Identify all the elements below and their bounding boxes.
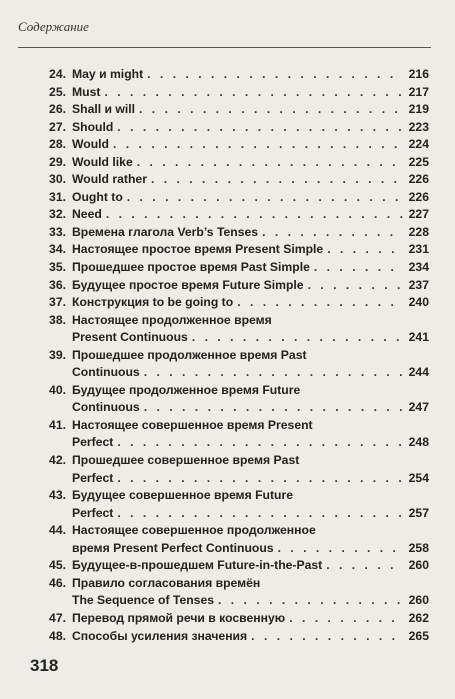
dot-leader (192, 329, 403, 347)
dot-leader (326, 557, 403, 575)
toc-entry-page: 254 (408, 470, 429, 485)
toc-entry-page: 226 (408, 189, 429, 204)
toc-entry-title: Would rather (72, 172, 147, 187)
dot-leader (151, 171, 403, 189)
toc-entry-title: Must (72, 84, 101, 99)
toc-entry (22, 417, 429, 452)
toc-entry (22, 277, 429, 295)
toc-entry-number: 30. (49, 172, 66, 187)
toc-entry (22, 241, 429, 259)
toc-entry-title: время Present Perfect Continuous (72, 540, 274, 555)
dot-leader (137, 154, 403, 172)
toc-entry-title: Прошедшее продолженное время Past (72, 347, 307, 362)
toc-entry-title: Would (72, 137, 110, 152)
toc-entry-page: 237 (408, 277, 429, 292)
toc-entry-title: Perfect (72, 470, 114, 485)
dot-leader (113, 136, 403, 154)
dot-leader (117, 434, 403, 452)
toc-entry-number: 25. (49, 84, 66, 99)
toc-entry (22, 347, 429, 382)
toc-entry-page: 240 (408, 295, 429, 310)
page-number: 318 (30, 656, 59, 675)
toc-entry (22, 452, 429, 487)
toc-entry-number: 34. (49, 242, 66, 257)
toc-entry-title: Будущее продолженное время Future (72, 382, 301, 397)
toc-entry (22, 522, 429, 557)
table-of-contents (22, 66, 429, 645)
dot-leader (144, 364, 403, 382)
dot-leader (251, 628, 403, 646)
toc-entry-title: Would like (72, 154, 133, 169)
toc-entry-page: 241 (408, 330, 429, 345)
toc-entry (22, 84, 429, 102)
toc-entry-number: 39. (49, 347, 66, 362)
toc-entry (22, 206, 429, 224)
toc-entry-number: 47. (49, 610, 66, 625)
toc-entry-number: 48. (49, 628, 66, 643)
dot-leader (314, 259, 403, 277)
toc-entry-page: 258 (408, 540, 429, 555)
toc-entry-number: 43. (49, 488, 66, 503)
toc-entry-page: 225 (408, 154, 429, 169)
toc-entry-page: 248 (408, 435, 429, 450)
dot-leader (117, 470, 403, 488)
toc-entry-title: Прошедшее простое время Past Simple (72, 260, 310, 275)
toc-entry (22, 171, 429, 189)
toc-entry-page: 247 (408, 400, 429, 415)
toc-entry-page: 216 (408, 67, 429, 81)
toc-entry (22, 101, 429, 119)
toc-entry-title: Будущее-в-прошедшем Future-in-the-Past (72, 558, 323, 573)
toc-entry-title: Времена глагола Verb’s Tenses (72, 224, 259, 239)
toc-entry-number: 35. (49, 260, 66, 275)
toc-entry (22, 487, 429, 522)
dot-leader (147, 66, 403, 84)
toc-entry-title: Правило согласования времён (72, 575, 261, 590)
toc-entry-number: 27. (49, 119, 66, 134)
toc-entry-title: Perfect (72, 505, 114, 520)
toc-entry-title: Continuous (72, 400, 140, 415)
toc-entry-page: 234 (408, 260, 429, 275)
dot-leader (104, 84, 403, 102)
toc-entry-page: 231 (408, 242, 429, 257)
toc-entry-number: 41. (49, 417, 66, 432)
toc-entry-number: 26. (49, 102, 66, 117)
toc-entry-page: 228 (408, 224, 429, 239)
dot-leader (218, 592, 403, 610)
dot-leader (308, 277, 403, 295)
toc-entry (22, 189, 429, 207)
toc-entry-title: The Sequence of Tenses (72, 593, 215, 608)
toc-entry-number: 40. (49, 382, 66, 397)
toc-entry-title: Shall и will (72, 102, 136, 117)
toc-entry-title: Need (72, 207, 102, 222)
toc-entry (22, 294, 429, 312)
toc-entry-title: Perfect (72, 435, 114, 450)
toc-entry-title: Прошедшее совершенное время Past (72, 453, 300, 468)
toc-entry-page: 217 (408, 84, 429, 99)
toc-entry (22, 259, 429, 277)
toc-entry-title: Настоящее совершенное продолженное (72, 523, 316, 538)
toc-entry (22, 557, 429, 575)
toc-entry-number: 33. (49, 224, 66, 239)
toc-entry-number: 37. (49, 295, 66, 310)
toc-entry-page: 265 (408, 628, 429, 643)
toc-entry-page: 223 (408, 119, 429, 134)
toc-entry (22, 224, 429, 242)
dot-leader (144, 399, 403, 417)
toc-entry-title: Present Continuous (72, 330, 188, 345)
toc-entry-title: May и might (72, 67, 144, 81)
toc-entry-page: 219 (408, 102, 429, 117)
toc-entry-title: Перевод прямой речи в косвенную (72, 610, 286, 625)
toc-entry (22, 312, 429, 347)
running-header: Содержание (18, 19, 89, 34)
toc-entry-title: Настоящее совершенное время Present (72, 417, 313, 432)
toc-entry-title: Конструкция to be going to (72, 295, 234, 310)
toc-entry-number: 28. (49, 137, 66, 152)
dot-leader (106, 206, 403, 224)
toc-entry-number: 36. (49, 277, 66, 292)
toc-entry-page: 226 (408, 172, 429, 187)
toc-entry-number: 31. (49, 189, 66, 204)
toc-entry-title: Continuous (72, 365, 140, 380)
dot-leader (289, 610, 403, 628)
toc-entry-page: 224 (408, 137, 429, 152)
toc-entry-number: 29. (49, 154, 66, 169)
dot-leader (127, 189, 403, 207)
dot-leader (278, 540, 403, 558)
toc-entry-number: 32. (49, 207, 66, 222)
toc-entry (22, 136, 429, 154)
dot-leader (139, 101, 403, 119)
dot-leader (262, 224, 403, 242)
toc-entry-title: Should (72, 119, 114, 134)
dot-leader (117, 505, 403, 523)
toc-entry-page: 257 (408, 505, 429, 520)
toc-entry-number: 45. (49, 558, 66, 573)
toc-entry-number: 44. (49, 523, 66, 538)
toc-entry (22, 66, 429, 84)
toc-entry (22, 575, 429, 610)
dot-leader (237, 294, 403, 312)
toc-entry-page: 260 (408, 558, 429, 573)
toc-entry-title: Будущее совершенное время Future (72, 488, 293, 503)
toc-entry-page: 244 (408, 365, 429, 380)
header-divider (18, 47, 431, 48)
toc-entry-title: Способы усиления значения (72, 628, 248, 643)
toc-entry-number: 24. (49, 67, 66, 81)
toc-entry (22, 154, 429, 172)
toc-entry-title: Настоящее простое время Present Simple (72, 242, 324, 257)
dot-leader (327, 241, 403, 259)
toc-entry-number: 38. (49, 312, 66, 327)
toc-entry (22, 119, 429, 137)
toc-entry-page: 260 (408, 593, 429, 608)
toc-entry-title: Ought to (72, 189, 123, 204)
dot-leader (117, 119, 403, 137)
toc-entry-page: 227 (408, 207, 429, 222)
toc-entry-title: Будущее простое время Future Simple (72, 277, 304, 292)
toc-entry (22, 610, 429, 628)
toc-entry-number: 46. (49, 575, 66, 590)
toc-entry-page: 262 (408, 610, 429, 625)
toc-entry-title: Настоящее продолженное время (72, 312, 272, 327)
toc-entry-number: 42. (49, 453, 66, 468)
toc-entry (22, 628, 429, 646)
toc-entry (22, 382, 429, 417)
